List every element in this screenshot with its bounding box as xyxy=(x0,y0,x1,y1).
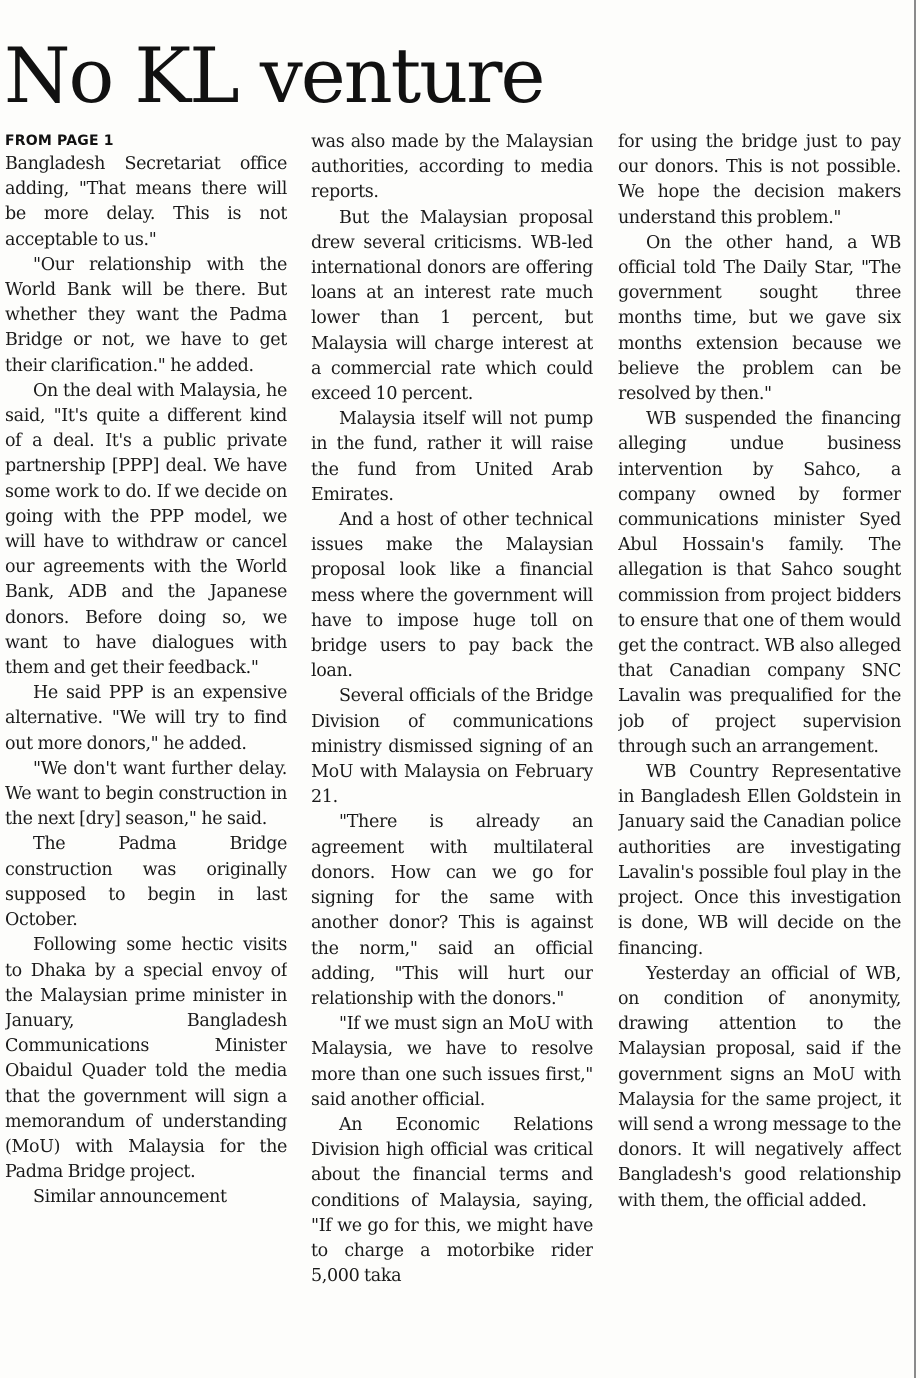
paragraph: for using the bridge just to pay our donors. This is not possible. We hope the decision makers understand this problem." xyxy=(618,132,901,228)
article-column-1 xyxy=(5,130,287,1370)
paragraph: WB Country Representative in Bangladesh Ellen Goldstein in January said the Canadian police authorities are investigating Lavalin's possible foul play in the project. Once this investigation is done, WB will decide on the financing. xyxy=(618,762,901,959)
paragraph: "If we must sign an MoU with Malaysia, we have to resolve more than one such issues first," said another official. xyxy=(311,1014,593,1110)
paragraph: Following some hectic visits to Dhaka by a special envoy of the Malaysian prime minister in January, Bangladesh Communications Minister Obaidul Quader told the media that the government will sign a memorandum of understanding (MoU) with Malaysia for the Padma Bridge project. xyxy=(5,935,287,1183)
paragraph: But the Malaysian proposal drew several criticisms. WB-led international donors are offering loans at an interest rate much lower than 1 percent, but Malaysia will charge interest at a commercial rate which could exceed 10 percent. xyxy=(311,207,593,405)
paragraph: Yesterday an official of WB, on condition of anonymity, drawing attention to the Malaysian proposal, said if the government signs an MoU with Malaysia for the same project, it will send a wrong message to the donors. It will negatively affect Bangladesh's good relationship with them, the official added. xyxy=(618,963,901,1211)
paragraph: Several officials of the Bridge Division of communications ministry dismissed signing of an MoU with Malaysia on February 21. xyxy=(311,686,593,808)
paragraph: On the deal with Malaysia, he said, "It's quite a different kind of a deal. It's a public private partnership [PPP] deal. We have some work to do. If we decide on going with the PPP model, we will have to withdraw or cancel our agreements with the World Bank, ADB and the Japanese donors. Before doing so, we want to have dialogues with them and get their feedback." xyxy=(5,380,287,679)
paragraph: "Our relationship with the World Bank will be there. But whether they want the Padma Bridge or not, we have to get their clarification." he added. xyxy=(5,254,287,376)
paragraph: Bangladesh Secretariat office adding, "That means there will be more delay. This is not acceptable to us." xyxy=(5,154,287,250)
article-column-2 xyxy=(311,130,593,1370)
continuation-kicker: FROM PAGE 1 xyxy=(5,133,114,149)
paragraph: On the other hand, a WB official told The Daily Star, "The government sought three months time, but we gave six months extension because we believe the problem can be resolved by then." xyxy=(618,232,901,405)
paragraph: WB suspended the financing alleging undue business intervention by Sahco, a company owned by former communications minister Syed Abul Hossain's family. The allegation is that Sahco sought commission from project bidders to ensure that one of them would get the contract. WB also alleged that Canadian company SNC Lavalin was prequalified for the job of project supervision through such an arrangement. xyxy=(618,409,901,757)
headline: No KL venture xyxy=(4,31,544,120)
paragraph: was also made by the Malaysian authorities, according to media reports. xyxy=(311,132,593,203)
paragraph: "We don't want further delay. We want to begin construction in the next [dry] season," he said. xyxy=(5,758,287,830)
paragraph: And a host of other technical issues make the Malaysian proposal look like a financial mess where the government will have to impose huge toll on bridge users to pay back the loan. xyxy=(311,510,593,682)
paragraph: He said PPP is an expensive alternative. "We will try to find out more donors," he added. xyxy=(5,683,287,754)
paragraph: Malaysia itself will not pump in the fund, rather it will raise the fund from United Arab Emirates. xyxy=(311,409,593,505)
paragraph: "There is already an agreement with multilateral donors. How can we go for signing for the same with another donor? This is against the norm," said an official adding, "This will hurt our relationship with the donors." xyxy=(311,812,593,1009)
paragraph: An Economic Relations Division high official was critical about the financial terms and conditions of Malaysia, saying, "If we go for this, we might have to charge a motorbike rider 5,000 taka xyxy=(311,1114,593,1287)
paragraph: Similar announcement xyxy=(33,1187,227,1208)
paragraph: The Padma Bridge construction was originally supposed to begin in last October. xyxy=(5,834,287,931)
article-column-3 xyxy=(618,130,901,1370)
page-edge-divider xyxy=(914,0,916,1378)
